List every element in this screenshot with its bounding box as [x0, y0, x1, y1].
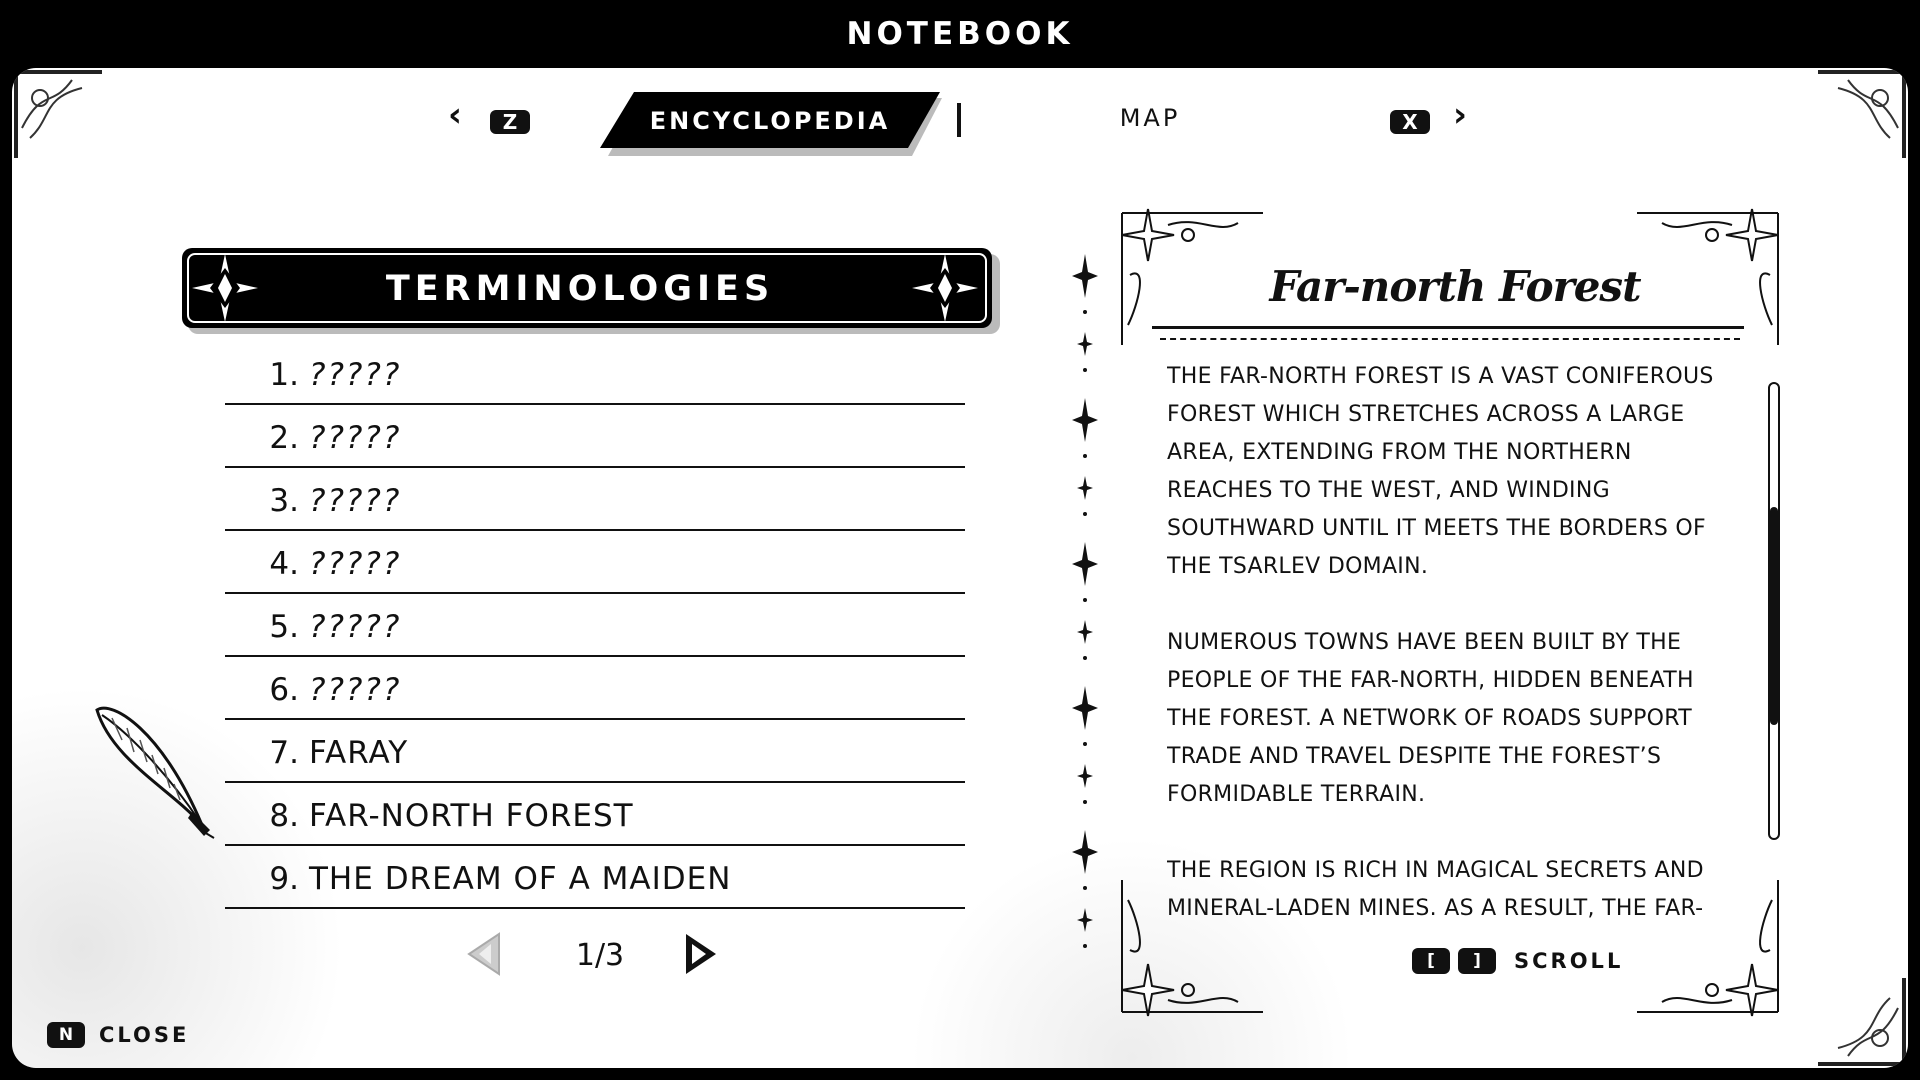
- list-item[interactable]: [225, 720, 965, 783]
- entry-body[interactable]: [1167, 358, 1737, 918]
- key-right-bracket-badge: ]: [1458, 948, 1496, 974]
- list-item[interactable]: [225, 594, 965, 657]
- item-label: ?????: [309, 357, 402, 393]
- list-item[interactable]: [225, 468, 965, 531]
- title-dashed-rule: [1160, 338, 1740, 340]
- item-label: ?????: [309, 483, 402, 519]
- list-item[interactable]: [225, 531, 965, 594]
- corner-ornament-top-right: [1788, 68, 1908, 188]
- entry-title: Far-north Forest: [1269, 262, 1641, 311]
- title-bar: [0, 0, 1920, 68]
- item-number: 5.: [269, 609, 299, 645]
- list-pager: [465, 930, 725, 982]
- item-label: ?????: [309, 420, 402, 456]
- terminologies-heading: TERMINOLOGIES: [385, 269, 775, 309]
- item-number: 4.: [269, 546, 299, 582]
- chevron-left-icon[interactable]: ‹: [448, 95, 463, 135]
- corner-ornament-bottom-right: [1788, 948, 1908, 1068]
- close-hint[interactable]: [47, 1022, 189, 1048]
- quill-pen-icon: [92, 700, 222, 840]
- terminologies-banner: [180, 246, 1000, 332]
- key-z-badge: Z: [490, 110, 530, 134]
- tab-map[interactable]: MAP: [1119, 104, 1181, 132]
- close-label: CLOSE: [99, 1023, 190, 1047]
- item-number: 7.: [269, 735, 299, 771]
- item-number: 2.: [269, 420, 299, 456]
- title-underline: [1152, 326, 1744, 329]
- entry-paragraph: THE FAR-NORTH FOREST IS A VAST CONIFEROUS FOREST WHICH STRETCHES ACROSS A LARGE AREA, EXTENDING FROM THE NORTHERN REACHES TO THE WEST, AND WINDING SOUTHWARD UNTIL IT MEETS THE BORDERS OF THE TSARLEV DOMAIN.: [1167, 364, 1714, 579]
- terminology-list: [225, 344, 965, 909]
- page-indicator: 1/3: [575, 938, 625, 973]
- item-number: 8.: [269, 798, 299, 834]
- item-label: FARAY: [309, 735, 409, 771]
- chevron-right-icon[interactable]: ›: [1453, 95, 1468, 135]
- key-x-badge: X: [1390, 110, 1430, 134]
- item-label: ?????: [309, 609, 402, 645]
- scroll-label: SCROLL: [1514, 949, 1624, 973]
- item-label: ?????: [309, 546, 402, 582]
- list-item[interactable]: [225, 344, 965, 405]
- key-left-bracket-badge: [: [1412, 948, 1450, 974]
- corner-ornament-top-left: [12, 68, 132, 188]
- key-n-badge: N: [47, 1022, 85, 1048]
- item-number: 6.: [269, 672, 299, 708]
- tab-encyclopedia-label: ENCYCLOPEDIA: [649, 107, 891, 135]
- item-label: FAR-NORTH FOREST: [309, 798, 634, 834]
- next-page-arrow-icon[interactable]: [680, 930, 720, 978]
- scrollbar-thumb[interactable]: [1770, 507, 1778, 725]
- notebook-title: NOTEBOOK: [846, 16, 1074, 52]
- entry-paragraph: THE REGION IS RICH IN MAGICAL SECRETS AND MINERAL-LADEN MINES. AS A RESULT, THE FAR-: [1167, 858, 1704, 918]
- list-item[interactable]: [225, 405, 965, 468]
- item-label: THE DREAM OF A MAIDEN: [309, 861, 732, 897]
- list-item[interactable]: [225, 846, 965, 909]
- entry-scrollbar[interactable]: [1768, 382, 1780, 840]
- tab-encyclopedia[interactable]: [600, 90, 940, 152]
- prev-page-arrow-icon[interactable]: [465, 930, 505, 978]
- star-divider: [1070, 250, 1100, 960]
- tab-divider: [957, 103, 961, 137]
- scroll-hint: [1412, 948, 1623, 974]
- item-number: 1.: [269, 357, 299, 393]
- item-label: ?????: [309, 672, 402, 708]
- item-number: 9.: [269, 861, 299, 897]
- entry-paragraph: NUMEROUS TOWNS HAVE BEEN BUILT BY THE PEOPLE OF THE FAR-NORTH, HIDDEN BENEATH THE FOREST. A NETWORK OF ROADS SUPPORT TRADE AND TRAVEL DESPITE THE FOREST’S FORMIDABLE TERRAIN.: [1167, 630, 1694, 807]
- item-number: 3.: [269, 483, 299, 519]
- list-item[interactable]: [225, 657, 965, 720]
- list-item-selected[interactable]: [225, 783, 965, 846]
